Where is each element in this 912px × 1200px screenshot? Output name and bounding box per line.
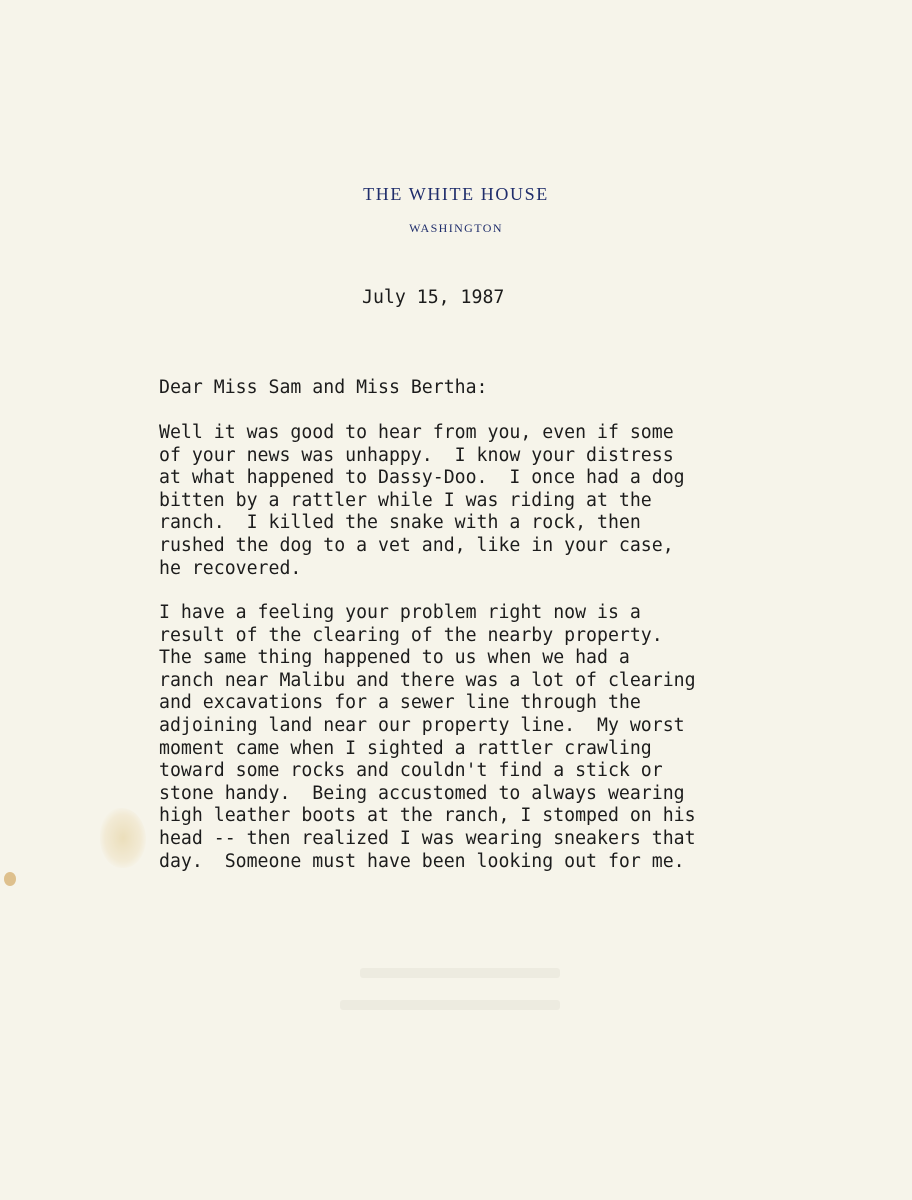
letter-line: he recovered.	[159, 557, 302, 579]
letter-line: bitten by a rattler while I was riding at the	[159, 489, 652, 511]
letter-line: day. Someone must have been looking out for me.	[159, 850, 685, 872]
letter-line: adjoining land near our property line. My worst	[159, 715, 685, 736]
letter-line: ranch. I killed the snake with a rock, then	[159, 512, 641, 534]
letter-line: I have a feeling your problem right now is a	[159, 602, 641, 623]
letter-line: rushed the dog to a vet and, like in your case,	[159, 535, 674, 556]
faint-bleedthrough	[340, 1000, 560, 1010]
letter-line: result of the clearing of the nearby property.	[159, 624, 663, 646]
letter-line: ranch near Malibu and there was a lot of clearing	[159, 669, 696, 691]
letterhead-subtitle: WASHINGTON	[409, 221, 503, 235]
salutation: Dear Miss Sam and Miss Bertha:	[159, 377, 488, 398]
paper-stain	[100, 808, 146, 868]
letter-line: moment came when I sighted a rattler crawling	[159, 737, 652, 759]
letter-line: high leather boots at the ranch, I stomped on his	[159, 805, 696, 827]
letter-date: July 15, 1987	[362, 287, 505, 308]
paper-spot	[4, 872, 16, 886]
letter-line: The same thing happened to us when we had a	[159, 647, 630, 669]
letter-line: of your news was unhappy. I know your distress	[159, 444, 674, 466]
letter-line: toward some rocks and couldn't find a stick or	[159, 760, 663, 782]
letter-line: Well it was good to hear from you, even if some	[159, 422, 674, 443]
letterhead-title: THE WHITE HOUSE	[363, 184, 549, 204]
letter-line: stone handy. Being accustomed to always wearing	[159, 782, 685, 804]
faint-bleedthrough	[360, 968, 560, 978]
letter-line: at what happened to Dassy-Doo. I once had a dog	[159, 467, 685, 489]
letter-line: and excavations for a sewer line through the	[159, 692, 641, 714]
letter-line: head -- then realized I was wearing sneakers that	[159, 828, 696, 849]
